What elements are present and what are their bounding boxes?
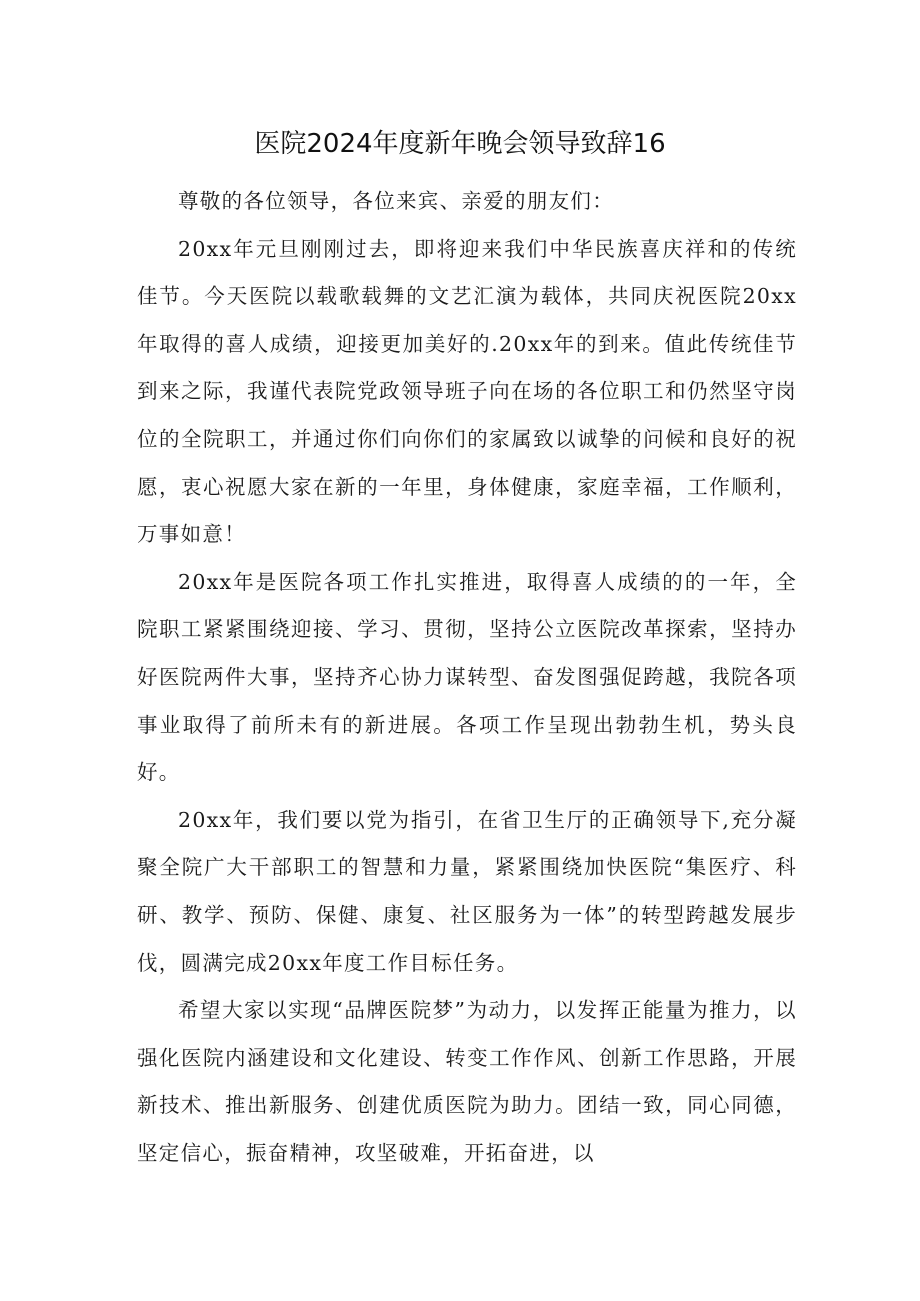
paragraph-4: 希望大家以实现“品牌医院梦”为动力，以发挥正能量为推力，以强化医院内涵建设和文化建设、转变工作作风、创新工作思路，开展新技术、推出新服务、创建优质医院为助力。团结一致，同心同德，坚定信心，振奋精神，攻坚破难，开拓奋进，以 [137,998,797,1165]
paragraph-2: 20xx年是医院各项工作扎实推进，取得喜人成绩的的一年，全院职工紧紧围绕迎接、学习、贯彻，坚持公立医院改革探索，坚持办好医院两件大事，坚持齐心协力谋转型、奋发图强促跨越，我院各项事业取得了前所未有的新进展。各项工作呈现出勃勃生机，势头良好。 [137,569,797,785]
document-title: 医院2024年度新年晚会领导致辞16 [254,129,666,159]
document-body [137,178,797,1177]
paragraph-greeting: 尊敬的各位领导，各位来宾、亲爱的朋友们： [178,189,614,213]
paragraph-3: 20xx年，我们要以党为指引，在省卫生厅的正确领导下,充分凝聚全院广大干部职工的智慧和力量，紧紧围绕加快医院“集医疗、科研、教学、预防、保健、康复、社区服务为一体”的转型跨越发展步伐，圆满完成20xx年度工作目标任务。 [137,807,797,975]
paragraph-1: 20xx年元旦刚刚过去，即将迎来我们中华民族喜庆祥和的传统佳节。今天医院以载歌载舞的文艺汇演为载体，共同庆祝医院20xx年取得的喜人成绩，迎接更加美好的.20xx年的到来。值此传统佳节到来之际，我谨代表院党政领导班子向在场的各位职工和仍然坚守岗位的全院职工，并通过你们向你们的家属致以诚挚的问候和良好的祝愿，衷心祝愿大家在新的一年里，身体健康，家庭幸福，工作顺利，万事如意！ [137,236,797,547]
